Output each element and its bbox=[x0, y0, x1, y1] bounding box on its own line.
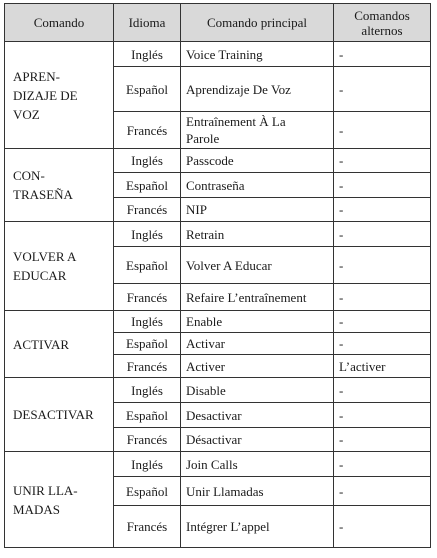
alternate-command-cell: - bbox=[334, 149, 431, 173]
language-cell: Francés bbox=[114, 112, 181, 149]
table-row bbox=[5, 311, 431, 333]
main-command-cell: Contraseña bbox=[181, 173, 334, 198]
command-name-cell: VOLVER A EDUCAR bbox=[5, 222, 114, 311]
language-cell: Español bbox=[114, 333, 181, 355]
language-cell: Francés bbox=[114, 355, 181, 378]
language-cell: Inglés bbox=[114, 311, 181, 333]
voice-commands-table bbox=[4, 3, 431, 548]
header-comando-principal: Comando principal bbox=[181, 4, 334, 42]
language-cell: Inglés bbox=[114, 452, 181, 477]
alternate-command-cell: - bbox=[334, 42, 431, 67]
language-cell: Español bbox=[114, 173, 181, 198]
main-command-cell: Entraînement À La Parole bbox=[181, 112, 334, 149]
main-command-cell: Unir Llamadas bbox=[181, 477, 334, 506]
main-command-cell: Activer bbox=[181, 355, 334, 378]
alternate-command-cell: - bbox=[334, 428, 431, 452]
alternate-command-cell: L’activer bbox=[334, 355, 431, 378]
main-command-cell: Join Calls bbox=[181, 452, 334, 477]
main-command-cell: Enable bbox=[181, 311, 334, 333]
header-row bbox=[5, 4, 431, 42]
command-name-cell: ACTIVAR bbox=[5, 311, 114, 378]
main-command-cell: Retrain bbox=[181, 222, 334, 247]
alternate-command-cell: - bbox=[334, 284, 431, 311]
table-row bbox=[5, 378, 431, 403]
header-idioma: Idioma bbox=[114, 4, 181, 42]
alternate-command-cell: - bbox=[334, 67, 431, 112]
command-name-cell: UNIR LLA- MADAS bbox=[5, 452, 114, 548]
alternate-command-cell: - bbox=[334, 311, 431, 333]
alternate-command-cell: - bbox=[334, 378, 431, 403]
language-cell: Francés bbox=[114, 284, 181, 311]
language-cell: Español bbox=[114, 403, 181, 428]
language-cell: Inglés bbox=[114, 222, 181, 247]
alternate-command-cell: - bbox=[334, 247, 431, 284]
main-command-cell: Désactivar bbox=[181, 428, 334, 452]
header-comandos-alternos: Comandos alternos bbox=[334, 4, 431, 42]
language-cell: Español bbox=[114, 477, 181, 506]
alternate-command-cell: - bbox=[334, 222, 431, 247]
main-command-cell: Refaire L’entraînement bbox=[181, 284, 334, 311]
table-row bbox=[5, 149, 431, 173]
language-cell: Español bbox=[114, 247, 181, 284]
alternate-command-cell: - bbox=[334, 198, 431, 222]
main-command-cell: Intégrer L’appel bbox=[181, 506, 334, 548]
table-body bbox=[5, 42, 431, 548]
table-header bbox=[5, 4, 431, 42]
main-command-cell: Passcode bbox=[181, 149, 334, 173]
main-command-cell: Desactivar bbox=[181, 403, 334, 428]
alternate-command-cell: - bbox=[334, 477, 431, 506]
main-command-cell: Voice Training bbox=[181, 42, 334, 67]
alternate-command-cell: - bbox=[334, 403, 431, 428]
alternate-command-cell: - bbox=[334, 333, 431, 355]
main-command-cell: Volver A Educar bbox=[181, 247, 334, 284]
language-cell: Francés bbox=[114, 198, 181, 222]
main-command-cell: Aprendizaje De Voz bbox=[181, 67, 334, 112]
alternate-command-cell: - bbox=[334, 506, 431, 548]
table-row bbox=[5, 42, 431, 67]
language-cell: Español bbox=[114, 67, 181, 112]
main-command-cell: Activar bbox=[181, 333, 334, 355]
command-name-cell: CON- TRASEÑA bbox=[5, 149, 114, 222]
main-command-cell: NIP bbox=[181, 198, 334, 222]
language-cell: Inglés bbox=[114, 42, 181, 67]
language-cell: Inglés bbox=[114, 378, 181, 403]
command-name-cell: APREN- DIZAJE DE VOZ bbox=[5, 42, 114, 149]
table-row bbox=[5, 452, 431, 477]
alternate-command-cell: - bbox=[334, 112, 431, 149]
main-command-cell: Disable bbox=[181, 378, 334, 403]
alternate-command-cell: - bbox=[334, 452, 431, 477]
alternate-command-cell: - bbox=[334, 173, 431, 198]
table-row bbox=[5, 222, 431, 247]
language-cell: Inglés bbox=[114, 149, 181, 173]
language-cell: Francés bbox=[114, 506, 181, 548]
header-comando: Comando bbox=[5, 4, 114, 42]
command-name-cell: DESACTIVAR bbox=[5, 378, 114, 452]
language-cell: Francés bbox=[114, 428, 181, 452]
